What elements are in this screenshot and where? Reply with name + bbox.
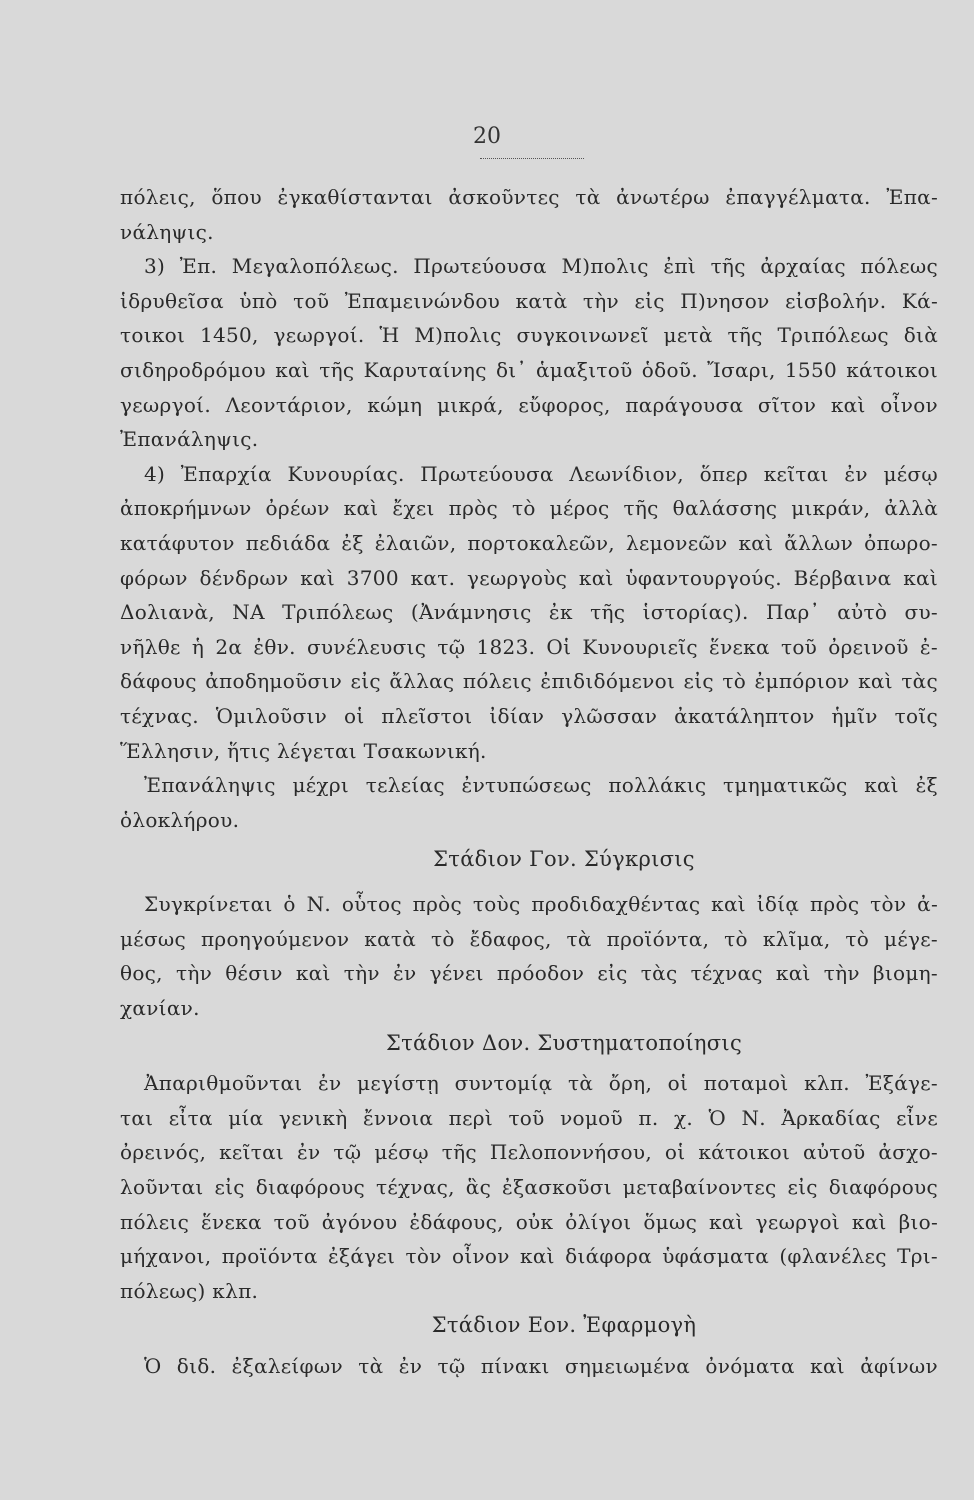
text-line: τοικοι 1450, γεωργοί. Ἡ Μ)πολις συγκοινωνεῖ μετὰ τῆς Τριπόλεως διὰ <box>120 323 938 348</box>
text-line: ὀρεινός, κεῖται ἐν τῷ μέσῳ τῆς Πελοποννήσου, οἱ κάτοικοι αὐτοῦ ἀσχο- <box>120 1140 938 1165</box>
text-line: Ἀπαριθμοῦνται ἐν μεγίστῃ συντομίᾳ τὰ ὄρη, οἱ ποταμοὶ κλπ. Ἐξάγε- <box>144 1071 938 1096</box>
text-line: φόρων δένδρων καὶ 3700 κατ. γεωργοὺς καὶ ὑφαντουργούς. Βέρβαινα καὶ <box>120 565 938 590</box>
text-line: ται εἶτα μία γενικὴ ἔννοια περὶ τοῦ νομοῦ π. χ. Ὁ Ν. Ἀρκαδίας εἶνε <box>120 1105 938 1130</box>
text-line: μέσως προηγούμενον κατὰ τὸ ἔδαφος, τὰ προϊόντα, τὸ κλῖμα, τὸ μέγε- <box>120 926 938 951</box>
text-line: γεωργοί. Λεοντάριον, κώμη μικρά, εὔφορος, παράγουσα σῖτον καὶ οἶνον <box>120 392 938 417</box>
page-number: 20 <box>473 124 501 149</box>
text-line: τέχνας. Ὁμιλοῦσιν οἱ πλεῖστοι ἰδίαν γλῶσσαν ἀκατάληπτον ἡμῖν τοῖς <box>120 703 938 728</box>
text-line: πόλεις, ὅπου ἐγκαθίστανται ἀσκοῦντες τὰ ἀνωτέρω ἐπαγγέλματα. Ἐπα- <box>120 185 938 209</box>
text-line: πόλεις ἕνεκα τοῦ ἀγόνου ἐδάφους, οὐκ ὀλίγοι ὅμως καὶ γεωργοὶ καὶ βιο- <box>120 1209 938 1234</box>
text-line: Συγκρίνεται ὁ Ν. οὗτος πρὸς τοὺς προδιδαχθέντας καὶ ἰδίᾳ πρὸς τὸν ἀ- <box>144 892 938 917</box>
text-line: Ἐπανάληψις. <box>120 427 259 452</box>
text-line: 3) Ἐπ. Μεγαλοπόλεως. Πρωτεύουσα Μ)πολις ἐπὶ τῆς ἀρχαίας πόλεως <box>144 254 938 279</box>
text-line: Ἐπανάληψις μέχρι τελείας ἐντυπώσεως πολλάκις τμηματικῶς καὶ ἐξ <box>144 773 938 798</box>
text-line: ἱδρυθεῖσα ὑπὸ τοῦ Ἐπαμεινώνδου κατὰ τὴν εἰς Π)νησον εἰσβολήν. Κά- <box>120 288 938 313</box>
section-heading: Στάδιον Γον. Σύγκρισις <box>433 847 695 872</box>
section-heading: Στάδιον Εον. Ἐφαρμογὴ <box>431 1313 697 1338</box>
section-heading: Στάδιον Δον. Συστηματοποίησις <box>385 1030 743 1055</box>
text-line: 4) Ἐπαρχία Κυνουρίας. Πρωτεύουσα Λεωνίδιον, ὅπερ κεῖται ἐν μέσῳ <box>144 461 938 486</box>
text-line: δάφους ἀποδημοῦσιν εἰς ἄλλας πόλεις ἐπιδιδόμενοι εἰς τὸ ἐμπόριον καὶ τὰς <box>120 669 938 694</box>
text-line: Ἕλλησιν, ἥτις λέγεται Τσακωνική. <box>120 738 487 763</box>
text-line: σιδηροδρόμου καὶ τῆς Καρυταίνης δι᾽ ἁμαξιτοῦ ὁδοῦ. Ἴσαρι, 1550 κάτοικοι <box>120 357 938 382</box>
text-line: νάληψις. <box>120 219 214 244</box>
text-line: Δολιανὰ, ΝΑ Τριπόλεως (Ἀνάμνησις ἐκ τῆς ἱστορίας). Παρ᾽ αὐτὸ συ- <box>120 600 938 625</box>
text-line: κατάφυτον πεδιάδα ἐξ ἐλαιῶν, πορτοκαλεῶν, λεμονεῶν καὶ ἄλλων ὀπωρο- <box>120 530 938 555</box>
text-line: πόλεως) κλπ. <box>120 1278 259 1303</box>
text-line: θος, τὴν θέσιν καὶ τὴν ἐν γένει πρόοδον εἰς τὰς τέχνας καὶ τὴν βιομη- <box>120 961 938 986</box>
text-line: Ὁ διδ. ἐξαλείφων τὰ ἐν τῷ πίνακι σημειωμένα ὀνόματα καὶ ἀφίνων <box>144 1354 938 1378</box>
text-line: χανίαν. <box>120 996 200 1021</box>
text-line: νῆλθε ἡ 2α ἐθν. συνέλευσις τῷ 1823. Οἱ Κυνουριεῖς ἕνεκα τοῦ ὀρεινοῦ ἐ- <box>120 634 938 659</box>
text-line: ἀποκρήμνων ὀρέων καὶ ἔχει πρὸς τὸ μέρος τῆς θαλάσσης μικράν, ἀλλὰ <box>120 496 938 521</box>
text-line: ὁλοκλήρου. <box>120 807 240 832</box>
text-line: λοῦνται εἰς διαφόρους τέχνας, ἃς ἐξασκοῦσι μεταβαίνοντες εἰς διαφόρους <box>120 1175 938 1200</box>
page-number-rule <box>480 158 584 159</box>
body-text <box>120 180 938 1384</box>
text-line: μήχανοι, προϊόντα ἐξάγει τὸν οἶνον καὶ διάφορα ὑφάσματα (φλανέλες Τρι- <box>120 1244 938 1269</box>
